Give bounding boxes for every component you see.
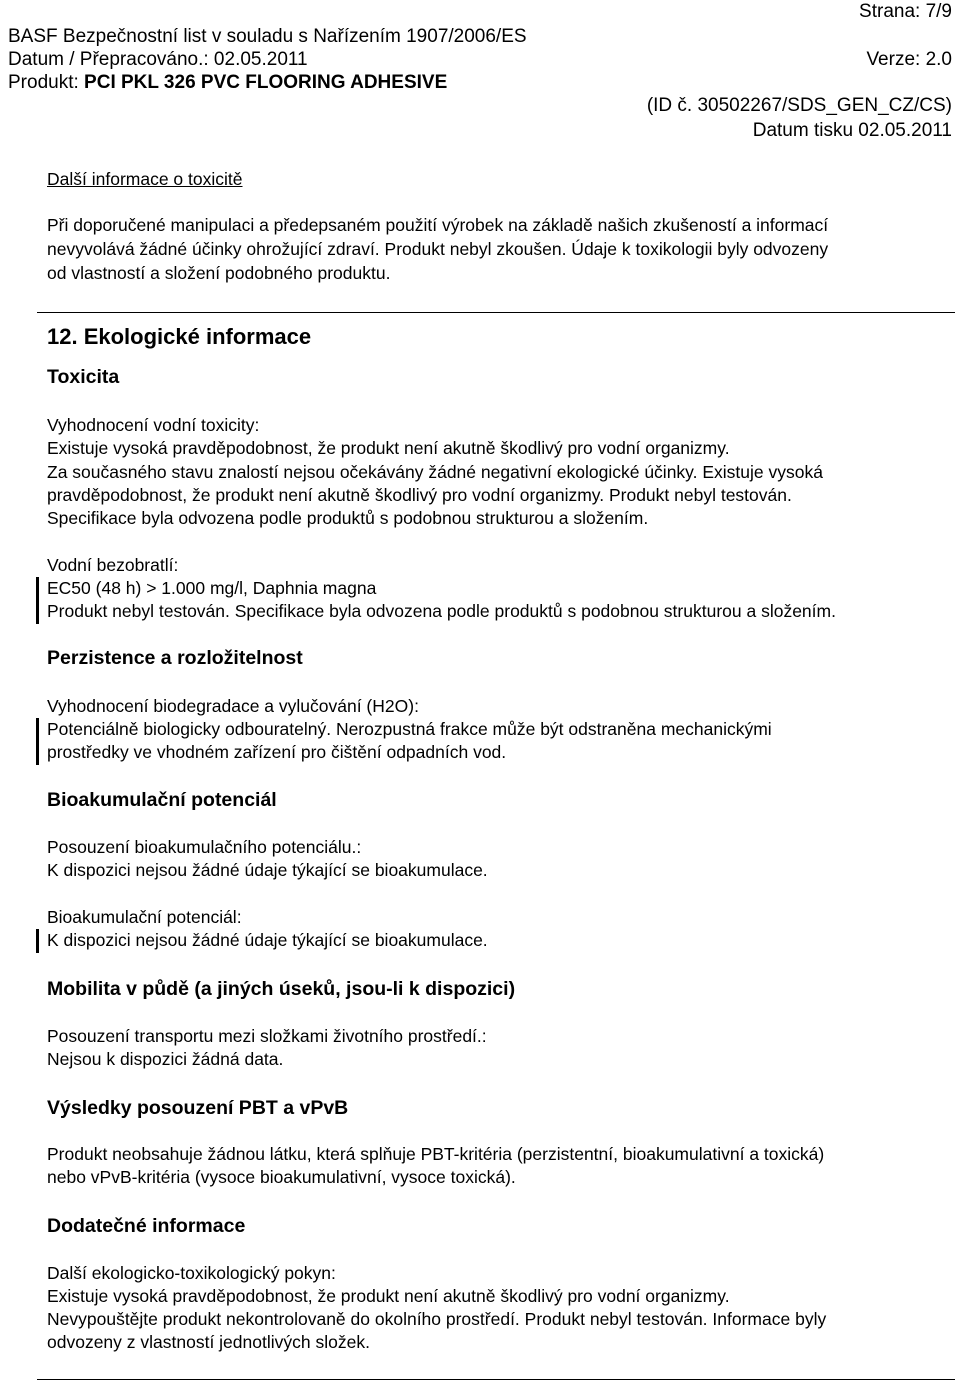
print-date: Datum tisku 02.05.2011 [752,120,952,141]
invertebrates-label: Vodní bezobratlí: [47,555,179,575]
bioaccumulation-text-1: K dispozici nejsou žádné údaje týkající se bioakumulace. [47,860,488,880]
tox-more-line-3: od vlastností a složení podobného produktu. [47,263,391,283]
product-line [8,72,447,94]
change-marker [36,929,39,953]
mobility-heading: Mobilita v půdě (a jiných úseků, jsou-li k dispozici) [47,978,516,1000]
revision-date: Datum / Přepracováno.: 02.05.2011 [8,49,308,70]
bioaccumulation-heading: Bioakumulační potenciál [47,789,277,811]
additional-heading: Dodatečné informace [47,1215,246,1237]
tox-more-line-1: Při doporučené manipulaci a předepsaném použití výrobek na základě našich zkušeností a informací [47,215,829,235]
pbt-line-1: Produkt neobsahuje žádnou látku, která splňuje PBT-kritéria (perzistentní, bioakumulativní a toxická) [47,1144,825,1164]
invertebrates-line-2: Produkt nebyl testován. Specifikace byla odvozena podle produktů s podobnou strukturou a složením. [47,601,836,621]
toxicity-label: Vyhodnocení vodní toxicity: [47,415,260,435]
document-title: BASF Bezpečnostní list v souladu s Nařízením 1907/2006/ES [8,26,527,47]
additional-line-1: Existuje vysoká pravděpodobnost, že produkt není akutně škodlivý pro vodní organizmy. [47,1286,730,1306]
additional-line-2: Nevypouštějte produkt nekontrolovaně do okolního prostředí. Produkt nebyl testován. Informace byly [47,1309,827,1329]
tox-more-line-2: nevyvolává žádné účinky ohrožující zdraví. Produkt nebyl zkoušen. Údaje k toxikologii byly odvozeny [47,239,829,259]
bioaccumulation-label-1: Posouzení bioakumulačního potenciálu.: [47,837,362,857]
change-marker [36,718,39,765]
additional-line-3: odvozeny z vlastností jednotlivých složek. [47,1332,370,1352]
toxicity-heading: Toxicita [47,366,120,388]
persistence-line-2: prostředky ve vhodném zařízení pro čištění odpadních vod. [47,742,507,762]
mobility-label: Posouzení transportu mezi složkami životního prostředí.: [47,1026,487,1046]
footer-divider [37,1379,955,1380]
mobility-text: Nejsou k dispozici žádná data. [47,1049,284,1069]
product-name: PCI PKL 326 PVC FLOORING ADHESIVE [84,72,448,93]
pbt-heading: Výsledky posouzení PBT a vPvB [47,1097,349,1119]
page-number: Strana: 7/9 [859,1,952,22]
pbt-line-2: nebo vPvB-kritéria (vysoce bioakumulativní, vysoce toxická). [47,1167,516,1187]
product-prefix: Produkt: [8,72,85,93]
toxicity-line-3: pravděpodobnost, že produkt není akutně škodlivý pro vodní organizmy. Produkt nebyl testován. [47,485,792,505]
persistence-heading: Perzistence a rozložitelnost [47,647,303,669]
bioaccumulation-text-2: K dispozici nejsou žádné údaje týkající se bioakumulace. [47,930,488,950]
additional-label: Další ekologicko-toxikologický pokyn: [47,1263,336,1283]
tox-more-heading: Další informace o toxicitě [47,169,243,189]
invertebrates-line-1: EC50 (48 h) > 1.000 mg/l, Daphnia magna [47,578,377,598]
persistence-line-1: Potenciálně biologicky odbouratelný. Nerozpustná frakce může být odstraněna mechanickými [47,719,772,739]
persistence-label: Vyhodnocení biodegradace a vylučování (H2O): [47,696,419,716]
toxicity-line-4: Specifikace byla odvozena podle produktů s podobnou strukturou a složením. [47,508,649,528]
change-marker [36,577,39,624]
toxicity-line-1: Existuje vysoká pravděpodobnost, že produkt není akutně škodlivý pro vodní organizmy. [47,438,730,458]
section-divider [37,312,955,313]
bioaccumulation-label-2: Bioakumulační potenciál: [47,907,242,927]
toxicity-line-2: Za současného stavu znalostí nejsou očekávány žádné negativní ekologické účinky. Existuje vysoká [47,462,823,482]
document-id: (ID č. 30502267/SDS_GEN_CZ/CS) [646,95,952,116]
version: Verze: 2.0 [866,49,952,70]
section-title: 12. Ekologické informace [47,324,312,349]
